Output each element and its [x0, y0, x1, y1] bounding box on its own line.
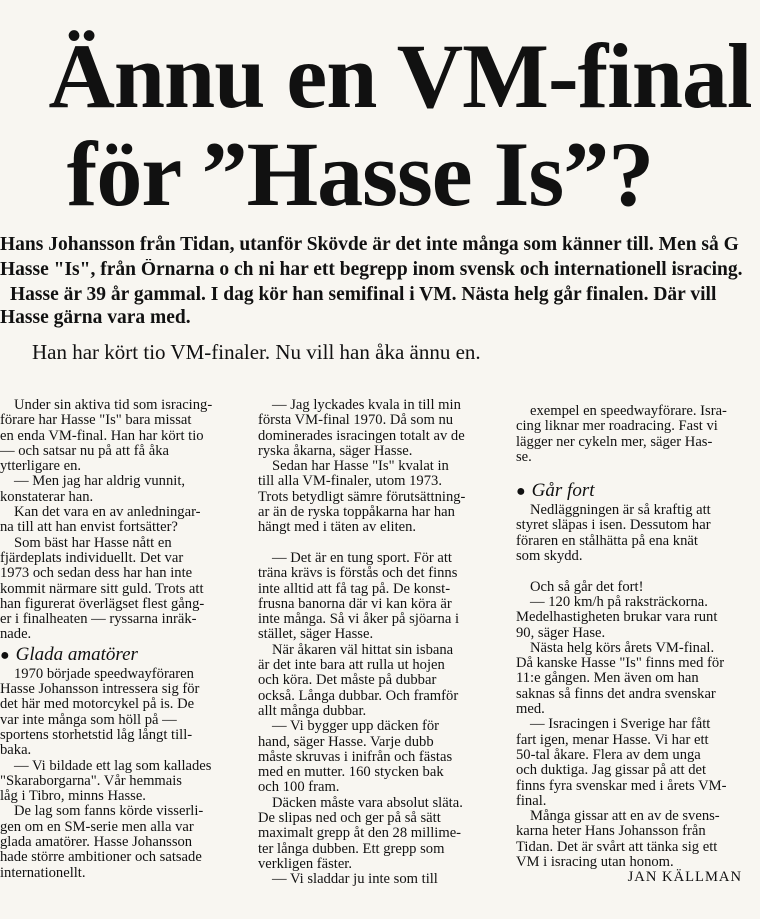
text-line: er i finalheaten — ryssarna inräk-	[0, 611, 197, 628]
text-line: en enda VM-final. Han har kört tio	[0, 427, 204, 444]
text-line: — 120 km/h på raksträckorna.	[530, 593, 708, 610]
lead-line: Hasse "Is", från Örnarna o ch ni har ett begrepp inom svensk och internationell isracing.	[0, 259, 743, 280]
text-line: och duktiga. Jag gissar på att det	[516, 762, 707, 779]
text-line: saknas så finns det andra svenskar	[516, 685, 716, 702]
text-line: föraren en stålhätta på ena knät	[516, 532, 698, 549]
text-line: Tidan. Det är svårt att tänka sig ett	[516, 838, 718, 855]
text-line: — Vi bygger upp däcken för	[272, 718, 440, 735]
text-line: och 100 fram.	[258, 779, 340, 796]
text-line: Medelhastigheten brukar vara runt	[516, 609, 718, 626]
text-line: med en mutter. 160 stycken bak	[258, 764, 444, 781]
subheading-text: Går fort	[531, 480, 595, 502]
text-line: kommit närmare sitt guld. Trots att	[0, 580, 204, 597]
text-line: allt många dubbar.	[258, 702, 367, 719]
text-line: cing liknar mer roadracing. Fast vi	[516, 418, 718, 435]
text-line: karna heter Hans Johansson från	[516, 823, 706, 840]
text-line: frusna banorna där vi kan köra är	[258, 595, 452, 612]
text-line: hade större ambitioner och satsade	[0, 849, 202, 866]
article-column-1	[0, 398, 248, 881]
text-line: hängt med i täten av eliten.	[258, 519, 417, 536]
text-line: förare har Hasse "Is" bara missat	[0, 412, 192, 429]
subheading	[0, 643, 248, 667]
text-line: — och satsar nu på att få åka	[0, 442, 169, 459]
text-line: sportens storhetstid låg långt till-	[0, 726, 193, 743]
text-line: — Det är en tung sport. För att	[272, 549, 452, 566]
text-line: 1970 började speedwayföraren	[14, 665, 194, 682]
text-line: inte många. Så vi åker på sjöarna i	[258, 611, 459, 628]
text-line: verkligen fäster.	[258, 855, 353, 872]
text-line: hand, säger Hasse. Varje dubb	[258, 733, 434, 750]
text-line: var inte många som höll på —	[0, 711, 177, 728]
text-line: "Skaraborgarna". Vår hemmais	[0, 772, 182, 789]
text-line: lägger ner cykeln mer, säger Has-	[516, 433, 713, 450]
lead-line: Hans Johansson från Tidan, utanför Skövde är det inte många som känner till. Men så G	[0, 234, 739, 255]
text-line: nade.	[0, 626, 32, 643]
text-line: ar än de ryska toppåkarna har han	[258, 504, 455, 521]
text-line: glada amatörer. Hasse Johansson	[0, 834, 193, 851]
subheading-text: Glada amatörer	[15, 643, 138, 665]
text-line: Kan det vara en av anledningar-	[14, 504, 201, 521]
text-line: Många gissar att en av de svens-	[530, 808, 720, 825]
text-line: är det inte bara att rulla ut hojen	[258, 657, 445, 674]
text-line: måste skruvas i inifrån och fästas	[258, 748, 453, 765]
text-line: träna krävs is förstås och det finns	[258, 565, 458, 582]
text-line: stället, säger Hasse.	[258, 626, 374, 643]
text-line: Nedläggningen är så kraftig att	[530, 502, 711, 519]
bullet-dot-icon: ●	[0, 646, 10, 664]
text-line	[516, 564, 760, 579]
text-line: det här med motorcykel på is. De	[0, 696, 195, 713]
text-line: Under sin aktiva tid som isracing-	[14, 398, 213, 413]
text-line: Nästa helg körs årets VM-final.	[530, 639, 715, 656]
headline-line-2: för ”Hasse Is”?	[66, 123, 654, 225]
author-signature: JAN KÄLLMAN	[627, 869, 742, 886]
text-line: Som bäst har Hasse nått en	[14, 534, 172, 551]
text-line: 90, säger Hase.	[516, 624, 606, 641]
text-line: na till att han envist fortsätter?	[0, 519, 178, 536]
text-line: konstaterar han.	[0, 488, 94, 505]
text-line: fart igen, menar Hasse. Vi har ett	[516, 731, 709, 748]
text-line: VM i isracing utan honom.	[516, 854, 674, 871]
lead-line: Hasse är 39 år gammal. I dag kör han semifinal i VM. Nästa helg går finalen. Där vill	[10, 284, 717, 305]
text-line: också. Långa dubbar. Och framför	[258, 687, 459, 704]
text-line: styret släpas i isen. Dessutom har	[516, 517, 711, 534]
text-line: De slipas ned och ger på så sätt	[258, 810, 441, 827]
text-line: internationellt.	[0, 864, 86, 881]
text-line: ytterligare en.	[0, 458, 82, 475]
text-line: inte alltid att få tag på. De konst-	[258, 580, 451, 597]
text-line: första VM-final 1970. Då som nu	[258, 412, 454, 429]
text-line: Då kanske Hasse "Is" finns med för	[516, 655, 725, 672]
text-line: baka.	[0, 742, 32, 759]
text-line: — Vi sladdar ju inte som till	[272, 871, 438, 888]
text-line: Och så går det fort!	[530, 578, 644, 595]
text-line: — Jag lyckades kvala in till min	[272, 398, 461, 413]
text-line: — Men jag har aldrig vunnit,	[14, 473, 186, 490]
text-line: 50-tal åkare. Flera av dem unga	[516, 746, 701, 763]
text-line: Trots betydligt sämre förutsättning-	[258, 488, 466, 505]
bullet-dot-icon: ●	[516, 483, 526, 501]
text-line: — Isracingen i Sverige har fått	[530, 716, 711, 733]
text-line: 11:e gången. Men även om han	[516, 670, 699, 687]
subheading	[516, 479, 760, 503]
text-line: 1973 och sedan dess har han inte	[0, 565, 193, 582]
headline-line-1: Ännu en VM-final	[48, 25, 752, 127]
text-line: till alla VM-finaler, utom 1973.	[258, 473, 442, 490]
text-line: se.	[516, 448, 532, 465]
lead-line: Hasse gärna vara med.	[0, 307, 191, 328]
text-line: och köra. Det måste på dubbar	[258, 672, 437, 689]
text-line: final.	[516, 792, 547, 809]
article-column-3	[516, 404, 760, 886]
article-column-2	[258, 398, 506, 888]
text-line: gen om en SM-serie men alla var	[0, 818, 194, 835]
text-line: När åkaren väl hittat sin isbana	[272, 641, 454, 658]
text-line: som skydd.	[516, 548, 583, 565]
text-line: med.	[516, 701, 545, 718]
text-line: Hasse Johansson intressera sig för	[0, 681, 200, 698]
text-line: Däcken måste vara absolut släta.	[272, 794, 463, 811]
text-line: dominerades isracingen totalt av de	[258, 427, 465, 444]
text-line: maximalt grepp åt den 28 millime-	[258, 825, 462, 842]
text-line: ryska åkarna, säger Hasse.	[258, 442, 413, 459]
text-line: — Vi bildade ett lag som kallades	[14, 757, 212, 774]
text-line: han figurerat överlägset flest gång-	[0, 595, 205, 612]
text-line: De lag som fanns körde visserli-	[14, 803, 204, 820]
text-line: låg i Tibro, minns Hasse.	[0, 788, 146, 805]
text-line: fjärdeplats individuellt. Det var	[0, 549, 184, 566]
deck-text: Han har kört tio VM-finaler. Nu vill han åka ännu en.	[32, 340, 481, 364]
text-line: finns fyra svenskar med i årets VM-	[516, 777, 727, 794]
text-line: exempel en speedwayförare. Isra-	[530, 404, 727, 419]
text-line	[258, 536, 506, 551]
text-line: ter långa dubben. Ett grepp som	[258, 840, 445, 857]
text-line: Sedan har Hasse "Is" kvalat in	[272, 458, 449, 475]
